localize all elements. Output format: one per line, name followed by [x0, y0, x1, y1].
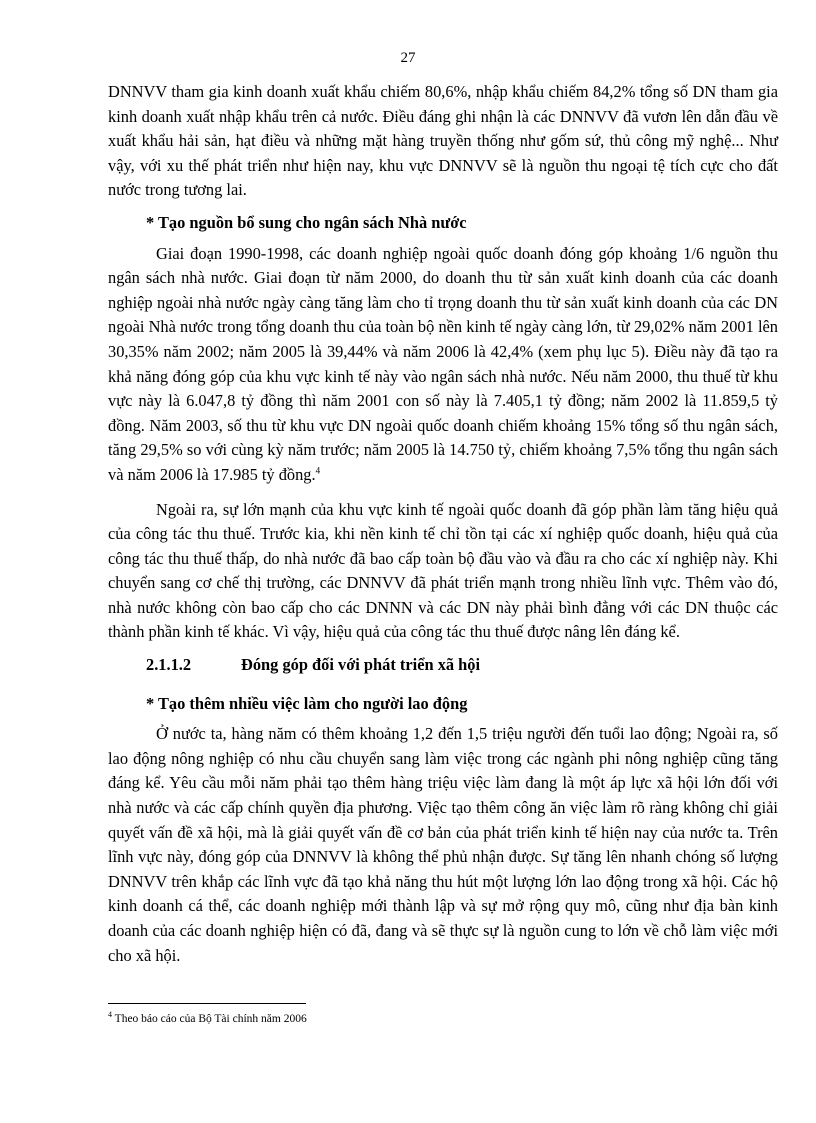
footnote [108, 1012, 778, 1026]
footnote-divider [108, 1003, 306, 1004]
section-title: Đóng góp đối với phát triển xã hội [241, 655, 481, 675]
paragraph-tax-efficiency: Ngoài ra, sự lớn mạnh của khu vực kinh tế ngoài quốc doanh đã góp phần làm tăng hiệu quả của công tác thu thuế. Trước kia, khi nền kinh tế chỉ tồn tại các xí nghiệp quốc doanh, hiệu quả của công tác thu thuế thấp, do nhà nước đã bao cấp toàn bộ đầu vào và đầu ra cho các xí nghiệp này. Khi chuyển sang cơ chế thị trường, các DNNVV đã phát triển mạnh trong nhiều lĩnh vực. Thêm vào đó, nhà nước không còn bao cấp cho các DNNN và các DN này phải bình đẳng với các DN thuộc các thành phần kinh tế khác. Vì vậy, hiệu quả của công tác thu thuế được nâng lên đáng kể. [108, 499, 778, 642]
footnote-reference: 4 [315, 465, 321, 476]
heading-state-budget: * Tạo nguồn bổ sung cho ngân sách Nhà nước [146, 212, 467, 232]
paragraph-employment: Ở nước ta, hàng năm có thêm khoảng 1,2 đến 1,5 triệu người đến tuổi lao động; Ngoài ra, số lao động nông nghiệp có nhu cầu chuyển sang làm việc trong các ngành phi nông nghiệp cũng tăng đáng kể. Yêu cầu mỗi năm phải tạo thêm hàng triệu việc làm đang là một áp lực xã hội lớn đối với nhà nước và các cấp chính quyền địa phương. Việc tạo thêm công ăn việc làm rõ ràng không chỉ giải quyết vấn đề xã hội, mà là giải quyết vấn đề cơ bản của phát triển kinh tế hiện nay của nước ta. Trên lĩnh vực này, đóng góp của DNNVV là không thể phủ nhận được. Sự tăng lên nhanh chóng số lượng DNNVV trên khắp các lĩnh vực đã tạo khả năng thu hút một lượng lớn lao động trong xã hội. Các hộ kinh doanh cá thể, các doanh nghiệp mới thành lập và sự mở rộng quy mô, cũng như địa bàn kinh doanh của các doanh nghiệp hiện có đã, đang và sẽ thực sự là nguồn cung to lớn về chỗ làm việc mới cho xã hội. [108, 724, 778, 965]
paragraph-export-contribution: DNNVV tham gia kinh doanh xuất khẩu chiếm 80,6%, nhập khẩu chiếm 84,2% tổng số DN tham gia kinh doanh xuất nhập khẩu trên cả nước. Điều đáng ghi nhận là các DNNVV đã vươn lên dẫn đầu về xuất khẩu hải sản, hạt điều và những mặt hàng truyền thống như gốm sứ, thủ công mỹ nghệ... Như vậy, với xu thế phát triển như hiện nay, khu vực DNNVV sẽ là nguồn thu ngoại tệ tích cực cho đất nước trong tương lai. [108, 82, 778, 200]
section-heading-social-contribution [108, 645, 778, 684]
footnote-text: Theo báo cáo của Bộ Tài chính năm 2006 [114, 1013, 307, 1025]
footnote-marker: 4 [108, 1010, 112, 1020]
page-number: 27 [400, 50, 416, 66]
paragraph-budget-revenue-text: Giai đoạn 1990-1998, các doanh nghiệp ngoài quốc doanh đóng góp khoảng 1/6 nguồn thu ngân sách nhà nước. Giai đoạn từ năm 2000, do doanh thu từ sản xuất kinh doanh của các doanh nghiệp ngoài nhà nước ngày càng tăng làm cho tỉ trọng doanh thu từ sản xuất kinh doanh của các DN ngoài Nhà nước trong tổng doanh thu của toàn bộ nền kinh tế ngày càng lớn, từ 29,02% năm 2001 lên 30,35% năm 2002; năm 2005 là 39,44% và năm 2006 là 42,4% (xem phụ lục 5). Điều này đã tạo ra khả năng đóng góp của khu vực kinh tế này vào ngân sách nhà nước. Nếu năm 2000, thu thuế từ khu vực này là 6.047,8 tỷ đồng thì năm 2001 con số này là 7.405,1 tỷ đồng; năm 2002 là 11.859,5 tỷ đồng. Năm 2003, số thu từ khu vực DN ngoài quốc doanh chiếm khoảng 15% tổng số thu ngân sách, tăng 29,5% so với cùng kỳ năm trước; năm 2005 là 14.750 tỷ, chiếm khoảng 7,5% tổng thu ngân sách và năm 2006 là 17.985 tỷ đồng. [108, 243, 778, 484]
section-number: 2.1.1.2 [146, 655, 192, 675]
paragraph-budget-revenue [108, 242, 778, 488]
page-body [108, 80, 778, 968]
paragraph-gap [108, 488, 778, 498]
heading-job-creation: * Tạo thêm nhiều việc làm cho người lao động [146, 693, 468, 713]
